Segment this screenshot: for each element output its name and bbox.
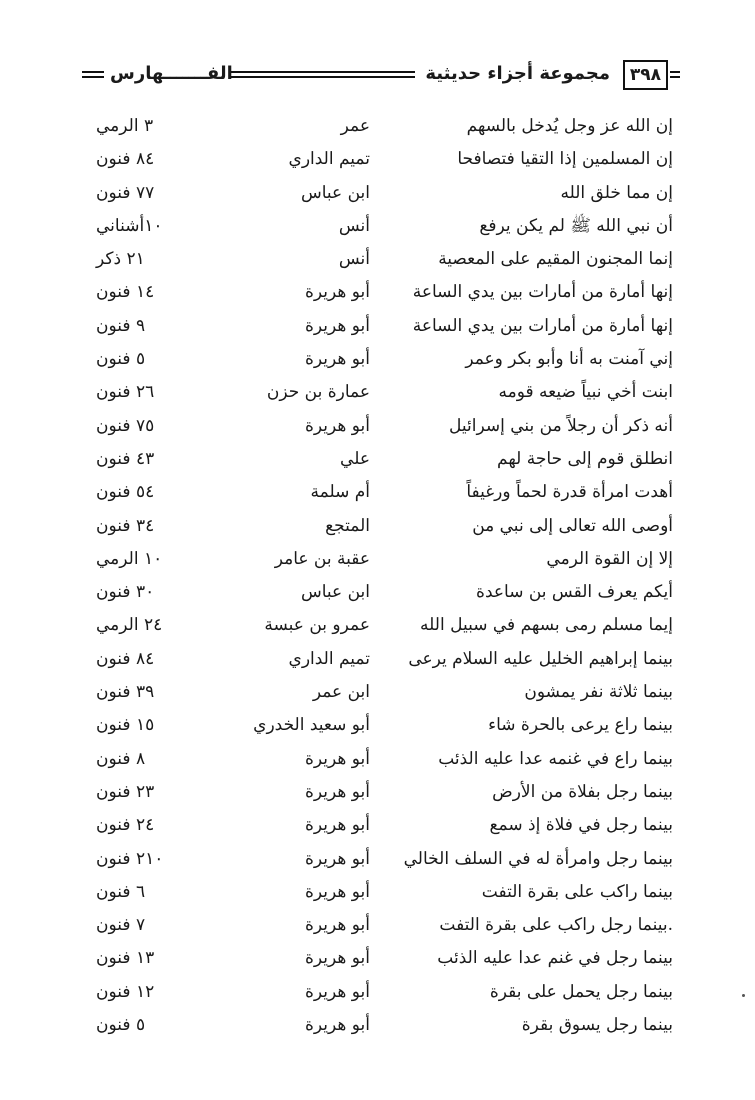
index-row [0, 743, 755, 776]
hadith-text: أنه ذكر أن رجلاً من بني إسرائيل [449, 415, 673, 436]
header-rule-left [82, 71, 104, 78]
hadith-text: بينما رجل يسوق بقرة [521, 1015, 673, 1036]
index-table [0, 110, 755, 1042]
source-reference: ١٣ فنون [96, 948, 155, 969]
hadith-text: بينما رجل في فلاة إذ سمع [489, 815, 673, 836]
source-reference: ١٠ الرمي [96, 548, 163, 569]
narrator-name: أم سلمة [310, 482, 370, 503]
source-reference: ٢٤ الرمي [96, 615, 163, 636]
narrator-name: أبو هريرة [304, 948, 370, 969]
hadith-text: بينما راع يرعى بالحرة شاء [488, 715, 673, 736]
source-reference: ١٤ فنون [96, 282, 155, 303]
source-reference: ٢٣ فنون [96, 781, 155, 802]
narrator-name: أنس [338, 249, 370, 270]
narrator-name: علي [340, 448, 370, 469]
narrator-name: عمارة بن حزن [266, 382, 370, 403]
hadith-text: إني آمنت به أنا وأبو بكر وعمر [465, 349, 673, 370]
page-number: ٣٩٨ [623, 60, 668, 90]
index-row [0, 343, 755, 376]
source-reference: ٣٤ فنون [96, 515, 155, 536]
narrator-name: أبو هريرة [304, 1015, 370, 1036]
hadith-text: إنها أمارة من أمارات بين يدي الساعة [412, 315, 673, 336]
hadith-text: بينما رجل يحمل على بقرة [489, 981, 673, 1002]
index-row [0, 1009, 755, 1042]
hadith-text: بينما ثلاثة نفر يمشون [524, 682, 673, 703]
hadith-text: إنها أمارة من أمارات بين يدي الساعة [412, 282, 673, 303]
hadith-text: إنما المجنون المقيم على المعصية [438, 249, 673, 270]
page-speck [742, 994, 745, 997]
index-row [0, 143, 755, 176]
book-title: مجموعة أجزاء حديثية [425, 63, 610, 84]
index-row [0, 976, 755, 1009]
hadith-text: بينما رجل في غنم عدا عليه الذئب [437, 948, 673, 969]
index-row [0, 476, 755, 509]
index-row [0, 243, 755, 276]
source-reference: ٥ فنون [96, 349, 146, 370]
narrator-name: ابن عمر [312, 682, 370, 703]
hadith-text: أهدت امرأة قدرة لحماً ورغيفاً [466, 482, 673, 503]
index-row [0, 909, 755, 942]
index-row [0, 376, 755, 409]
hadith-text: ابنت أخي نبياً ضيعه قومه [498, 382, 673, 403]
narrator-name: أبو هريرة [304, 748, 370, 769]
index-row [0, 576, 755, 609]
index-row [0, 410, 755, 443]
index-row [0, 709, 755, 742]
source-reference: ٨٤ فنون [96, 149, 155, 170]
hadith-text: .بينما رجل راكب على بقرة التفت [439, 915, 673, 936]
hadith-text: إن المسلمين إذا التقيا فتصافحا [457, 149, 673, 170]
index-row [0, 609, 755, 642]
source-reference: ٢٦ فنون [96, 382, 155, 403]
index-row [0, 942, 755, 975]
narrator-name: عمرو بن عبسة [264, 615, 370, 636]
hadith-text: إن الله عز وجل يُدخل بالسهم [466, 116, 673, 136]
index-row [0, 310, 755, 343]
source-reference: ١٠أشناني [96, 215, 163, 236]
source-reference: ٩ فنون [96, 315, 146, 336]
page-header [70, 58, 680, 94]
index-row [0, 510, 755, 543]
header-rule-middle [230, 71, 415, 78]
narrator-name: أبو هريرة [304, 282, 370, 303]
narrator-name: تميم الداري [288, 149, 370, 170]
hadith-text: أوصى الله تعالى إلى نبي من [472, 515, 673, 536]
hadith-text: بينما راع في غنمه عدا عليه الذئب [438, 748, 673, 769]
hadith-text: بينما رجل بفلاة من الأرض [492, 781, 673, 802]
index-row [0, 177, 755, 210]
hadith-text: بينما إبراهيم الخليل عليه السلام يرعى [408, 648, 673, 669]
source-reference: ٧٧ فنون [96, 182, 155, 203]
source-reference: ٢١٠ فنون [96, 848, 164, 869]
narrator-name: أبو هريرة [304, 848, 370, 869]
source-reference: ٣ الرمي [96, 116, 154, 136]
source-reference: ١٥ فنون [96, 715, 155, 736]
source-reference: ٢١ ذكر [96, 249, 145, 270]
index-row [0, 443, 755, 476]
index-row [0, 543, 755, 576]
hadith-text: انطلق قوم إلى حاجة لهم [497, 448, 673, 469]
narrator-name: أبو هريرة [304, 981, 370, 1002]
narrator-name: أبو هريرة [304, 781, 370, 802]
hadith-text: إلا إن القوة الرمي [546, 548, 673, 569]
index-row [0, 210, 755, 243]
narrator-name: أبو هريرة [304, 415, 370, 436]
narrator-name: عمر [340, 116, 370, 136]
index-row [0, 276, 755, 309]
narrator-name: أبو سعيد الخدري [253, 715, 370, 736]
narrator-name: عقبة بن عامر [274, 548, 370, 569]
header-rule-right [670, 71, 680, 78]
source-reference: ٦ فنون [96, 881, 146, 902]
source-reference: ٥ فنون [96, 1015, 146, 1036]
narrator-name: أنس [338, 215, 370, 236]
source-reference: ٨٤ فنون [96, 648, 155, 669]
source-reference: ٣٩ فنون [96, 682, 155, 703]
narrator-name: أبو هريرة [304, 881, 370, 902]
narrator-name: أبو هريرة [304, 815, 370, 836]
hadith-text: أيكم يعرف القس بن ساعدة [476, 582, 673, 603]
index-row [0, 876, 755, 909]
source-reference: ٢٤ فنون [96, 815, 155, 836]
hadith-text: بينما رجل وامرأة له في السلف الخالي [403, 848, 673, 869]
hadith-text: أن نبي الله ﷺ لم يكن يرفع [479, 215, 673, 236]
source-reference: ٣٠ فنون [96, 582, 155, 603]
section-title: الفـــــــهارس [110, 63, 233, 84]
source-reference: ٧٥ فنون [96, 415, 155, 436]
narrator-name: ابن عباس [300, 582, 370, 603]
narrator-name: المتجع [325, 515, 370, 536]
hadith-text: بينما راكب على بقرة التفت [481, 881, 673, 902]
narrator-name: أبو هريرة [304, 349, 370, 370]
index-row [0, 643, 755, 676]
narrator-name: أبو هريرة [304, 315, 370, 336]
source-reference: ٥٤ فنون [96, 482, 155, 503]
narrator-name: أبو هريرة [304, 915, 370, 936]
hadith-text: إن مما خلق الله [560, 182, 673, 203]
hadith-text: إيما مسلم رمى بسهم في سبيل الله [420, 615, 673, 636]
narrator-name: ابن عباس [300, 182, 370, 203]
index-row [0, 843, 755, 876]
source-reference: ٤٣ فنون [96, 448, 155, 469]
source-reference: ٧ فنون [96, 915, 146, 936]
source-reference: ٨ فنون [96, 748, 146, 769]
narrator-name: تميم الداري [288, 648, 370, 669]
source-reference: ١٢ فنون [96, 981, 155, 1002]
index-row [0, 809, 755, 842]
index-row [0, 776, 755, 809]
index-row [0, 676, 755, 709]
index-row [0, 110, 755, 143]
